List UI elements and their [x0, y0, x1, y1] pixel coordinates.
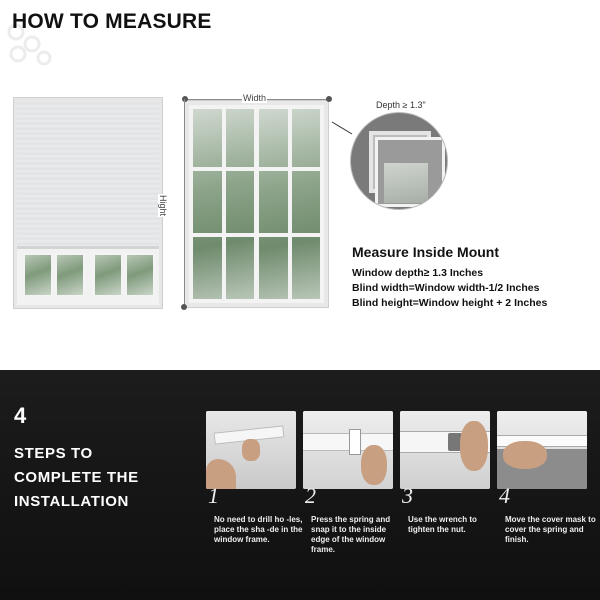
- installation-section: [0, 370, 600, 600]
- steps-title-line: COMPLETE THE: [14, 469, 139, 486]
- step-number: 3: [402, 483, 413, 508]
- window-center-frame: [254, 105, 259, 303]
- steps-title: [14, 442, 139, 514]
- window-with-blind-image: [14, 98, 162, 308]
- steps-title-line: INSTALLATION: [14, 493, 129, 510]
- step-description: No need to drill ho -les, place the sha -de in the window frame.: [214, 515, 303, 544]
- step-description: Press the spring and snap it to the inside edge of the window frame.: [311, 515, 391, 554]
- step-4-photo: [497, 411, 587, 489]
- measure-inside-mount-title: Measure Inside Mount: [352, 244, 500, 260]
- step-description: Move the cover mask to cover the spring and finish.: [505, 515, 596, 544]
- pointer-line: [330, 118, 354, 138]
- measure-line: Blind width=Window width-1/2 Inches: [352, 282, 540, 294]
- step-1-photo: [206, 411, 296, 489]
- step-number: 4: [499, 483, 510, 508]
- step-number: 1: [208, 483, 219, 508]
- depth-label: Depth ≥ 1.3": [376, 100, 426, 110]
- dimension-endpoint: [181, 304, 187, 310]
- step-number: 2: [305, 483, 316, 508]
- step-2-photo: [303, 411, 393, 489]
- dimension-endpoint: [182, 96, 188, 102]
- window-mullion: [288, 109, 292, 299]
- width-label: Width: [243, 93, 267, 103]
- step-3-photo: [400, 411, 490, 489]
- cellular-blind: [17, 101, 159, 249]
- page-title: HOW TO MEASURE: [12, 10, 212, 33]
- window-pane: [55, 253, 85, 297]
- window-measure-image: [185, 101, 328, 307]
- measure-line: Blind height=Window height + 2 Inches: [352, 297, 548, 309]
- measure-line: Window depth≥ 1.3 Inches: [352, 267, 484, 279]
- window-pane: [93, 253, 123, 297]
- steps-count: 4: [14, 403, 27, 428]
- window-pane: [23, 253, 53, 297]
- dimension-endpoint: [326, 96, 332, 102]
- depth-closeup-image: [350, 112, 448, 210]
- height-dimension-line: [184, 99, 185, 307]
- window-mullion: [222, 109, 226, 299]
- height-label: Hight: [158, 195, 168, 217]
- window-pane: [125, 253, 155, 297]
- steps-title-line: STEPS TO: [14, 445, 93, 462]
- step-description: Use the wrench to tighten the nut.: [408, 515, 477, 534]
